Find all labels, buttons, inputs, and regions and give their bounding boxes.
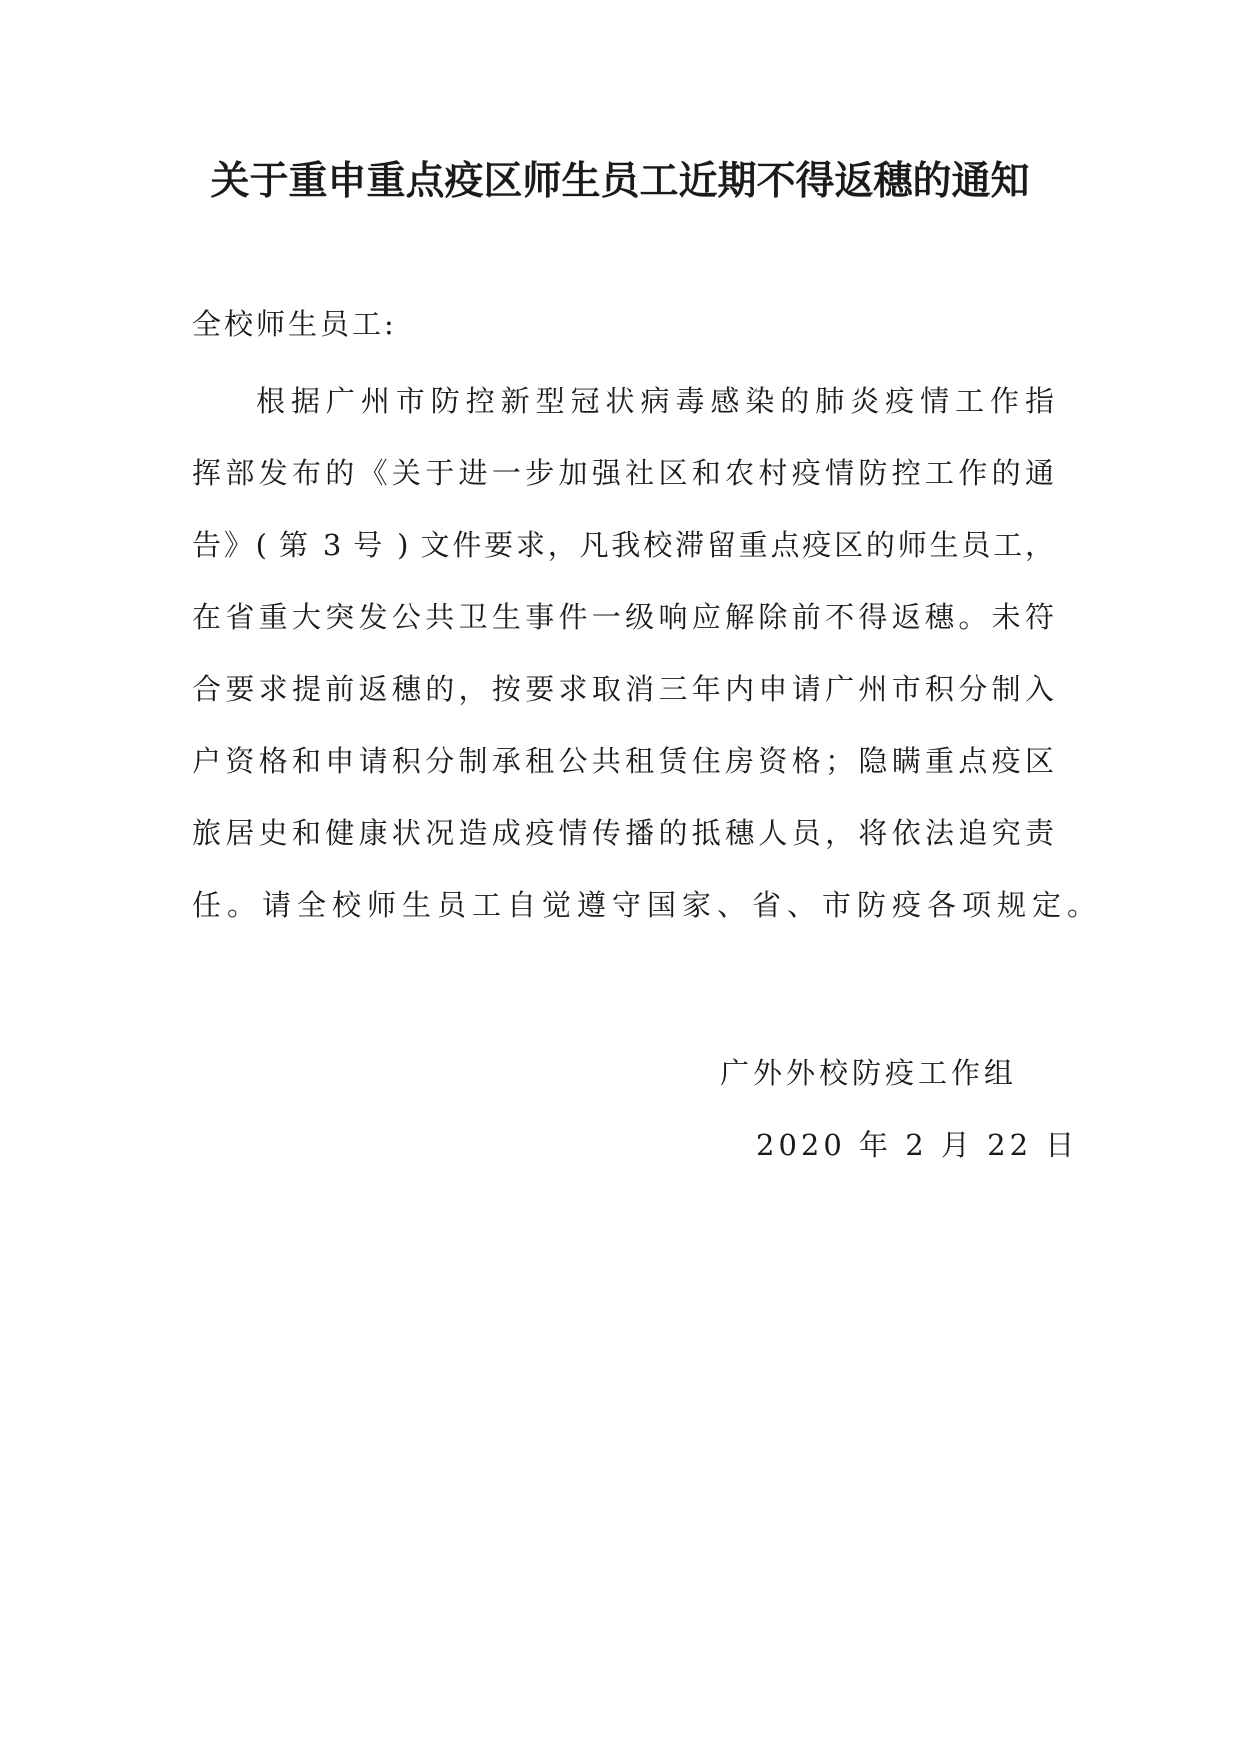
signature: 广外外校防疫工作组 (720, 1056, 1018, 1090)
body-line: 旅居史和健康状况造成疫情传播的抵穗人员，将依法追究责 (192, 816, 1054, 850)
body-line: 合要求提前返穗的，按要求取消三年内申请广州市积分制入 (192, 672, 1054, 706)
body-line: 户资格和申请积分制承租公共租赁住房资格；隐瞒重点疫区 (192, 744, 1054, 778)
body-line: 在省重大突发公共卫生事件一级响应解除前不得返穗。未符 (192, 600, 1054, 634)
document-title: 关于重申重点疫区师生员工近期不得返穗的通知 (210, 158, 1030, 204)
body-paragraph (192, 381, 1103, 957)
body-line: 告》( 第 3 号 ) 文件要求，凡我校滞留重点疫区的师生员工， (192, 528, 1054, 562)
salutation: 全校师生员工: (192, 307, 397, 341)
body-line: 根据广州市防控新型冠状病毒感染的肺炎疫情工作指 (256, 384, 1054, 418)
body-line: 任。请全校师生员工自觉遵守国家、省、市防疫各项规定。 (192, 888, 1103, 922)
body-line: 挥部发布的《关于进一步加强社区和农村疫情防控工作的通 (192, 456, 1054, 490)
date: 2020 年 2 月 22 日 (756, 1128, 1079, 1162)
